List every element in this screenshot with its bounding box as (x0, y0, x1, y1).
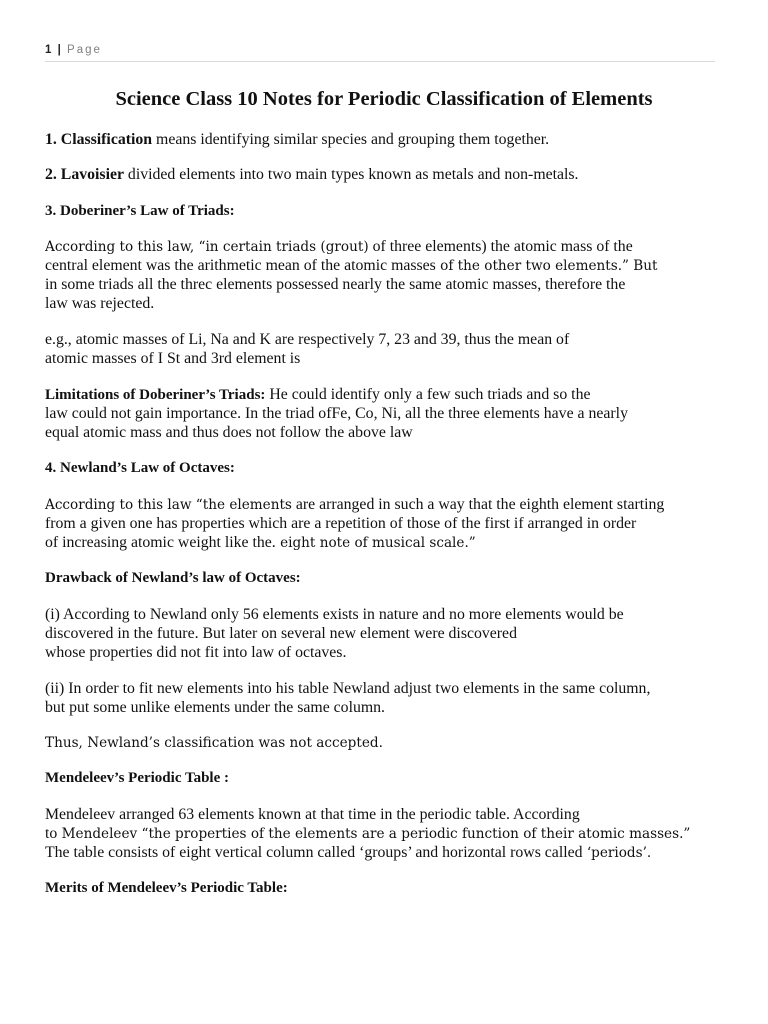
drawback-i-line-3: whose properties did not fit into law of octaves. (45, 644, 347, 661)
mendeleev-line-3 (45, 843, 651, 863)
page-header (45, 44, 102, 56)
limitations-line-3: equal atomic mass and thus does not follow the above law (45, 424, 413, 441)
drawback-i-line-1: (i) According to Newland only 56 elements exists in nature and no more elements would be (45, 606, 624, 623)
triads-line-2 (45, 256, 658, 276)
conclusion-newland: Thus, Newland’s classification was not accepted. (45, 735, 383, 751)
octaves-line-3b: eight note of musical scale.” (275, 535, 476, 551)
triads-line-3: in some triads all the threc elements possessed nearly the same atomic masses, therefore the (45, 276, 626, 293)
drawback-ii-line-2: but put some unlike elements under the same column. (45, 699, 385, 716)
classification-text: means identifying similar species and grouping them together. (152, 131, 550, 148)
drawback-ii-line-1: (ii) In order to fit new elements into his table Newland adjust two elements in the same column, (45, 680, 651, 697)
heading-merits-mendeleev: Merits of Mendeleev’s Periodic Table: (45, 880, 288, 896)
octaves-line-3 (45, 533, 476, 553)
octaves-line-2: from a given one has properties which are a repetition of those of the first if arranged in order (45, 515, 637, 532)
heading-newland-octaves: 4. Newland’s Law of Octaves: (45, 460, 235, 476)
document-title: Science Class 10 Notes for Periodic Classification of Elements (115, 88, 653, 110)
limitations-line-2: law could not gain importance. In the triad ofFe, Co, Ni, all the three elements have a nearly (45, 405, 628, 422)
limitations-text-1: He could identify only a few such triads and so the (265, 386, 591, 403)
header-divider (45, 61, 715, 62)
triads-line-1 (45, 237, 633, 257)
paragraph-lavoisier (45, 165, 579, 184)
octaves-line-3a: of increasing atomic weight like the. (45, 534, 276, 551)
mendeleev-line-2 (45, 824, 690, 844)
triads-line-2a: central element was the arithmetic mean of the atomic masses (45, 257, 436, 274)
page-number: 1 (45, 44, 52, 56)
drawback-i-line-2: discovered in the future. But later on several new element were discovered (45, 625, 517, 642)
limitations-line-1 (45, 385, 590, 405)
mendeleev-line-3b: ‘periods’. (582, 845, 652, 861)
octaves-line-1a: According to this law “the elements (45, 497, 292, 513)
lavoisier-text: divided elements into two main types known as metals and non-metals. (123, 166, 579, 183)
triads-line-1a: According to this law, “in certain triads (grout) (45, 239, 369, 255)
mendeleev-line-2a: to (45, 825, 58, 842)
page-separator: | (57, 44, 61, 56)
limitations-heading: Limitations of Doberiner’s Triads: (45, 387, 266, 403)
heading-doberiner-triads: 3. Doberiner’s Law of Triads: (45, 203, 235, 219)
triads-line-1b: of three elements) the atomic mass of the (368, 238, 633, 255)
triads-line-2b: of the other two elements.” But (435, 258, 658, 274)
term-classification: 1. Classification (45, 131, 153, 148)
term-lavoisier: 2. Lavoisier (45, 166, 124, 183)
mendeleev-line-1: Mendeleev arranged 63 elements known at that time in the periodic table. According (45, 806, 580, 823)
paragraph-classification (45, 130, 549, 149)
triads-line-4: law was rejected. (45, 295, 155, 312)
octaves-line-1 (45, 495, 664, 515)
page-word: Page (67, 44, 102, 56)
octaves-line-1b: are arranged in such a way that the eighth element starting (291, 496, 665, 513)
mendeleev-line-2b: Mendeleev “the properties of the elements are a periodic function of their atomic masses.” (57, 826, 691, 842)
example-line-2: atomic masses of I St and 3rd element is (45, 350, 301, 367)
mendeleev-line-3a: The table consists of eight vertical column called ‘groups’ and horizontal rows called (45, 844, 583, 861)
heading-mendeleev-table: Mendeleev’s Periodic Table : (45, 770, 229, 786)
heading-drawback-octaves: Drawback of Newland’s law of Octaves: (45, 570, 301, 586)
example-line-1: e.g., atomic masses of Li, Na and K are respectively 7, 23 and 39, thus the mean of (45, 331, 570, 348)
